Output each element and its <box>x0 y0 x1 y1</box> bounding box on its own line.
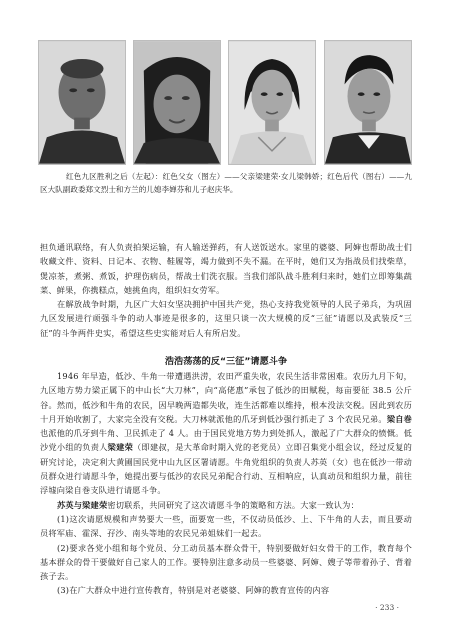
paragraph: 担负通讯联络，有人负责拍架运输，有人输送弹药，有人送饭送水。家里的婆婆、阿婶也帮助战士们收藏文件、资料、日记本、衣物、鞋履等，竭力做到不失不漏。在平时，她们又为指战员们找柴草，煲凉茶，煮粥、煮饭，护理伤病员，帮战士们洗衣服。当我们部队战斗胜利归来时，她们立即筹集蔬菜、鲜果，你携糕点，她挑鱼肉，组织妇女劳军。 <box>40 242 412 295</box>
photo-young-man <box>324 40 412 165</box>
name-highlight: 梁建荣 <box>107 442 134 453</box>
photo-strip <box>38 40 412 165</box>
list-item: (3)在广大群众中进行宣传教育，特别是对老婆婆、阿婶的教育宣传的内容 <box>57 585 330 596</box>
section-heading: 浩浩荡荡的反“三征”请愿斗争 <box>164 356 288 367</box>
photo-young-woman <box>228 40 316 165</box>
text-run: 密切联系，共同研究了这次请愿斗争的策略和方法。大家一致认为： <box>107 499 359 510</box>
text-run: 也派他的爪牙到牛角、卫民抓走了 4 人。由于国民党地方势力到处抓人，激起了广大群众的愤慨。低沙党小组的负责人 <box>40 428 412 453</box>
section-intro <box>40 240 412 340</box>
page-number: · 233 · <box>375 603 399 612</box>
text-run: （即建叔，是大革命时期入党的老党员）立即召集党小组会议，经过反复的研究讨论，决定利大黄圃国民党中山九区区署请愿。牛角党组织的负责人苏英（女）也在低沙一带动员群众进行请愿斗争，她提出要与低沙的农民兄弟配合行动、互相响应，认真动员和组织力量，前往浮墟向梁自巻支队进行请愿斗争。 <box>40 442 412 496</box>
photo-caption: 红色九区胜利之后（左起）：红色父女（图左）——父亲梁建荣·女儿梁韩娇；红色后代（图右）——九区大队副政委郑文烈士和方兰的儿媳李婵芬和儿子赵庆华。 <box>40 172 412 194</box>
photo-elderly-father <box>38 40 126 165</box>
list-item: (1)这次请愿规模和声势要大一些，面要宽一些，不仅动员低沙、上、下牛角的人去，而且要动员将军庙、霍深、孖沙、南头等地的农民兄弟姐妹们一起去。 <box>40 513 412 539</box>
paragraph: 在解放战争时期，九区广大妇女坚决拥护中国共产党，热心支持我党领导的人民子弟兵，为巩固九区发展进行顽强斗争的动人事迹是很多的，这里只谈一次大规模的反“三征”请愿以及武装反“三征”的斗争两件史实，希望这些史实能对后人有所启发。 <box>40 299 412 338</box>
photo-elderly-daughter <box>133 40 221 165</box>
paragraph <box>40 498 412 512</box>
name-highlight: 梁自巻 <box>386 413 413 424</box>
paragraph <box>40 369 412 498</box>
name-highlight: 苏英与梁建荣 <box>57 499 108 510</box>
text-run: 1946 年早造，低沙、牛角一带遭遇洪涝，农田严重失收，农民生活非常困难。农历九月下旬，九区地方势力梁正属下的中山长“大刀林”，向“高佬惠”承包了低沙的田赋税，每亩要征 38.5 公斤谷。然而，低沙和牛角的农民，因早晚两造都失收，连生活都难以维持，根本没法交税。因此到农历十月开始收割了，大家完全没有交税。大刀林就派他的爪牙到低沙强行抓走了 3 个农民兄弟。 <box>40 371 412 424</box>
section-petition <box>40 369 412 598</box>
list-item: (2)要求各党小组和每个党员、分工动员基本群众骨干，特别要做好妇女骨干的工作，教育每个基本群众的骨干要做好自己家人的工作。要特别注意多动员一些婆婆、阿婶、嫂子等带着孙子、背着孩子去。 <box>40 542 412 582</box>
